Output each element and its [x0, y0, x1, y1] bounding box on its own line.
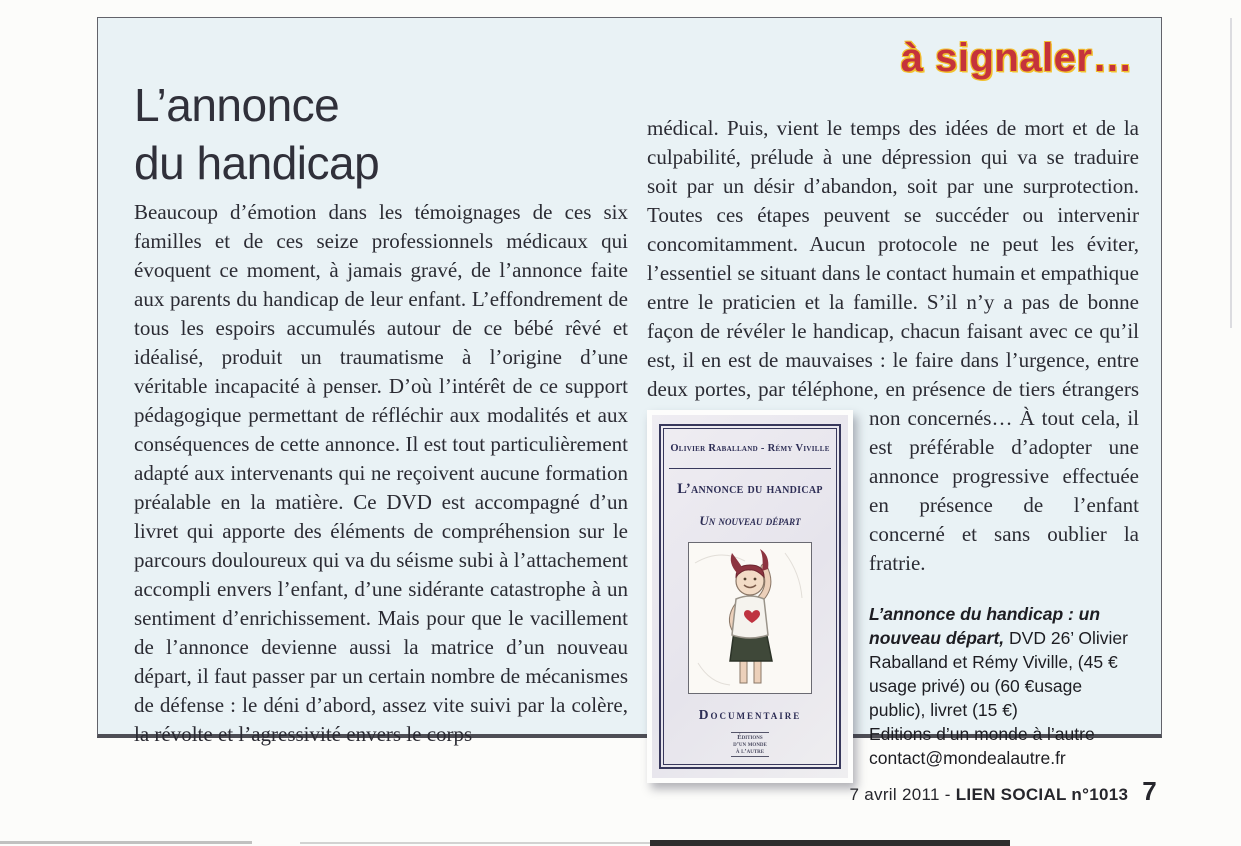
dvd-genre: Documentaire [698, 707, 802, 722]
caption-contact: contact@mondealautre.fr [869, 748, 1066, 768]
scan-artifact-strip [0, 841, 252, 844]
article-title [134, 76, 379, 192]
dvd-cover-frame [659, 424, 841, 769]
footer-page-number: 7 [1142, 776, 1157, 806]
dvd-publisher-line2: d’un monde [733, 741, 767, 748]
article-right-text-before: médical. Puis, vient le temps des idées de mort et de la culpabilité, prélude à une dépression qui va se traduire soit par un désir d’abandon, soit par une surprotection. Toutes ces étapes peuvent se succéder ou intervenir concomitamment. Aucun protocole ne peut les éviter, l’essentiel se situant dans le contact humain et empathique entre le praticien et la famille. S’il n’y a pas de bonne façon de révéler le handicap, chacun faisant avec ce qu’il est, il en est de mauvaises : le faire dans l’urgence, entre deux portes, par téléphone, en présence de tiers étrangers non concernés… À tout [647, 116, 1139, 430]
dvd-publisher-line1: Éditions [737, 734, 763, 741]
article-left-column [134, 198, 628, 749]
article-title-line2: du handicap [134, 137, 380, 189]
dvd-publisher-logo [731, 732, 769, 757]
dvd-publisher-line3: à l’autre [735, 748, 765, 755]
article-panel [97, 17, 1162, 768]
article-right-column [647, 114, 1139, 787]
footer-magazine-name: LIEN SOCIAL n°1013 [955, 785, 1129, 804]
caption-publisher: Editions d’un monde à l’autre [869, 724, 1095, 744]
scan-artifact-strip [300, 842, 650, 844]
footer-date: 7 avril 2011 [849, 785, 940, 804]
dvd-cover-illustration [688, 542, 812, 694]
scan-artifact-strip [650, 840, 1010, 846]
dvd-cover-card [652, 415, 848, 778]
caption-details: DVD 26’ Olivier Raballand et Rémy Viville, (45 € usage privé) ou (60 €usage public), livret (15 €) [869, 628, 1128, 720]
page-footer [849, 776, 1157, 807]
section-label: à signaler… [900, 36, 1133, 80]
caption-title: L’annonce du handicap : un nouveau départ, [869, 604, 1101, 648]
article-left-column-text: Beaucoup d’émotion dans les témoignages de ces six familles et de ces seize professionnels médicaux qui évoquent ce moment, à jamais gravé, de l’annonce faite aux parents du handicap de leur enfant. L’effondrement de tous les espoirs accumulés autour de ce bébé rêvé et idéalisé, produit un traumatisme à l’origine d’une véritable incapacité à penser. D’où l’intérêt de ce support pédagogique permettant de réfléchir aux modalités et aux conséquences de cette annonce. Il est tout particulièrement adapté aux intervenants qui ne reçoivent aucune formation préalable en la matière. Ce DVD est accompagné d’un livret qui apporte des éléments de compréhension sur le parcours douloureux qui va du séisme subi à l’attachement accompli envers l’enfant, d’une sidérante catastrophe à un sentiment d’enrichissement. Mais pour que le vacillement de l’annonce devienne aussi la matrice d’un nouveau départ, il faut passer par un certain nombre de mécanismes de défense : le déni d’abord, assez vite suivi par la colère, la révolte et l’agressivité envers le corps [134, 200, 628, 746]
dvd-authors: Olivier Raballand - Rémy Viville [669, 434, 831, 469]
dvd-title: L’annonce du handicap [677, 481, 823, 497]
footer-separator: - [939, 785, 956, 804]
dvd-subtitle: Un nouveau départ [699, 513, 801, 528]
article-title-line1: L’annonce [134, 79, 340, 131]
child-drawing-icon [690, 543, 810, 691]
scan-page-edge [1230, 18, 1232, 328]
article-right-text-after: cela, il est préférable d’adopter une annonce progressive effectuée en présence de l’enfant concerné et sans oublier la fratrie. [869, 406, 1139, 575]
dvd-cover [647, 410, 853, 783]
